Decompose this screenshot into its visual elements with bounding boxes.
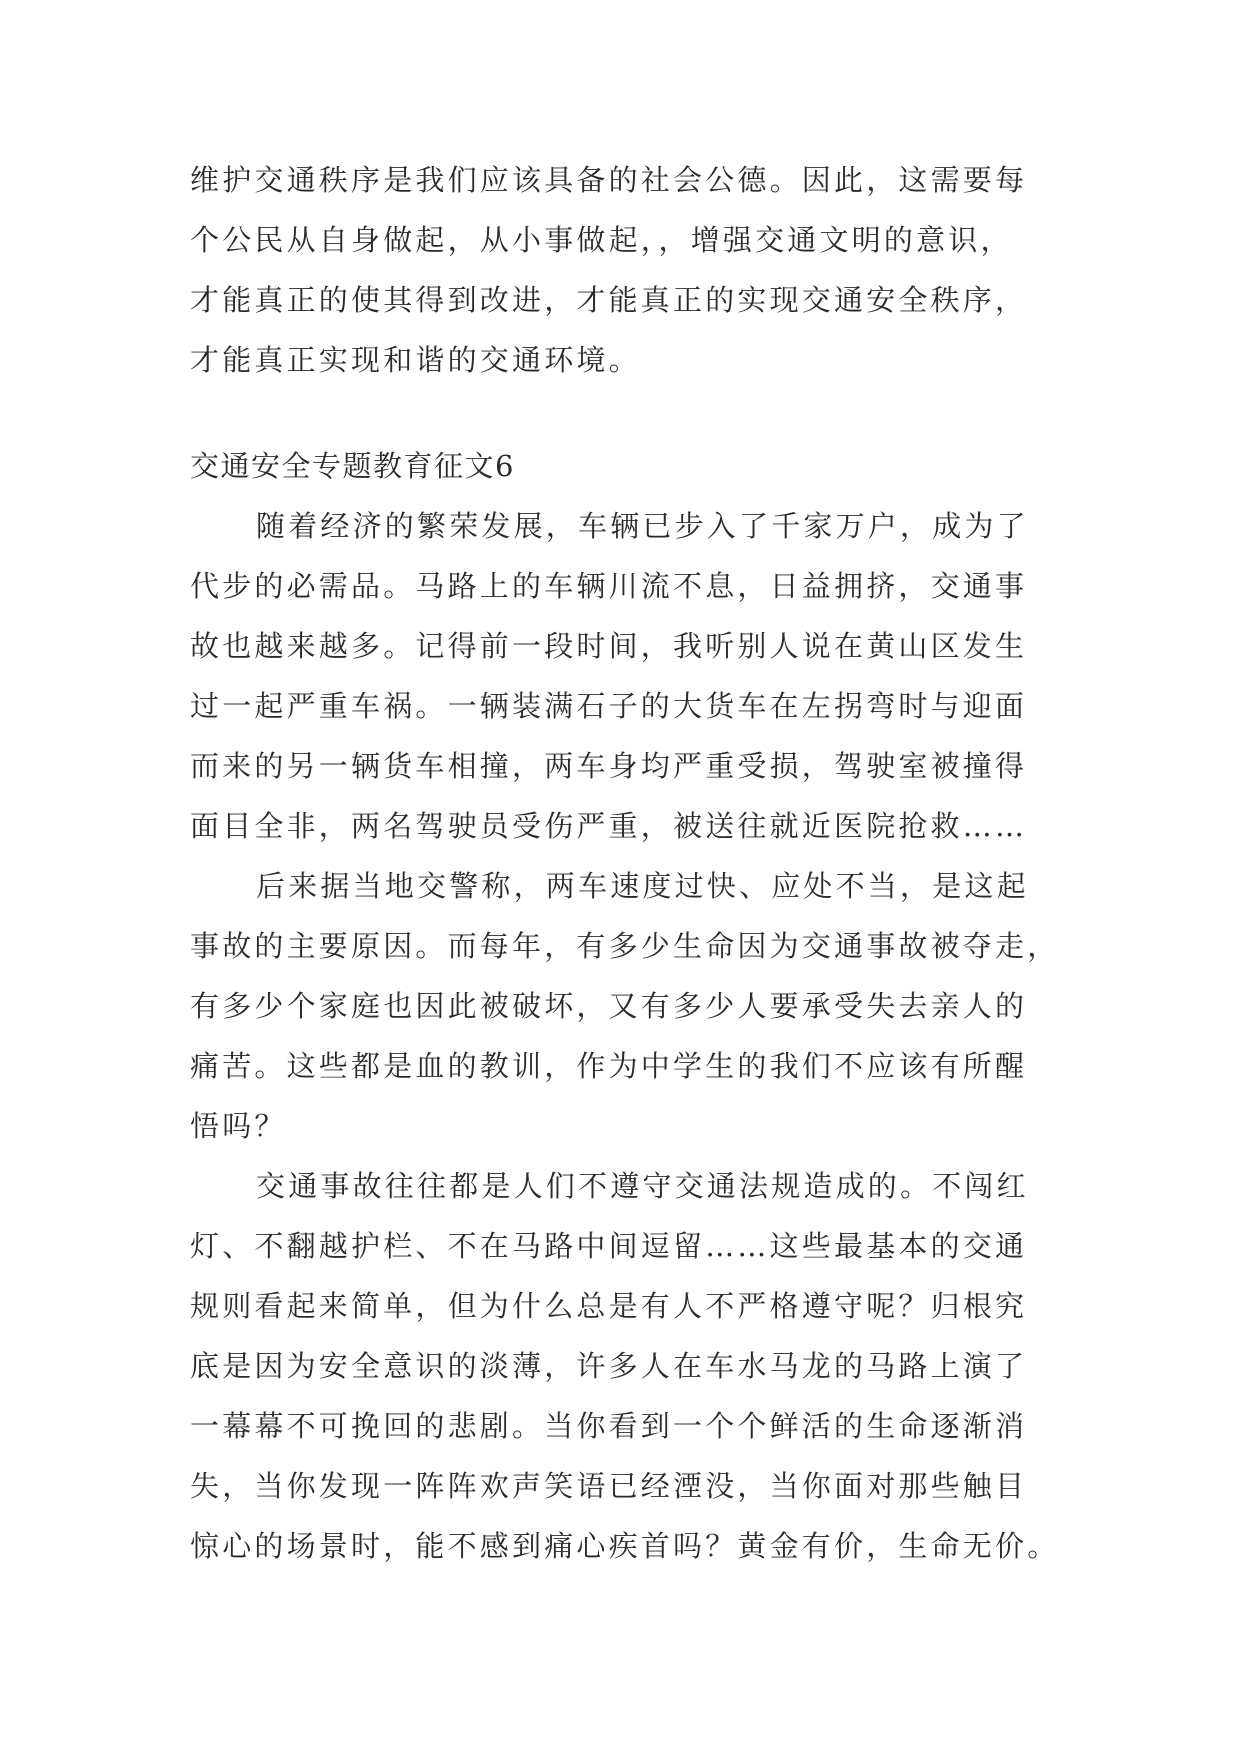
- section-title: 交通安全专题教育征文6: [190, 449, 515, 483]
- text-line: 灯、不翻越护栏、不在马路中间逗留……这些最基本的交通: [190, 1229, 1028, 1263]
- text-line: 个公民从自身做起，从小事做起，，增强交通文明的意识，: [190, 223, 1013, 257]
- paragraph-1: [190, 496, 1070, 856]
- text-line: 悟吗？: [190, 1109, 287, 1143]
- text-line: 而来的另一辆货车相撞，两车身均严重受损，驾驶室被撞得: [190, 749, 1028, 783]
- text-line: 一幕幕不可挽回的悲剧。当你看到一个个鲜活的生命逐渐消: [190, 1409, 1028, 1443]
- text-line: 面目全非，两名驾驶员受伤严重，被送往就近医院抢救……: [190, 809, 1028, 843]
- paragraph-intro: [190, 150, 1070, 390]
- text-line: 痛苦。这些都是血的教训，作为中学生的我们不应该有所醒: [190, 1049, 1028, 1083]
- text-line: 随着经济的繁荣发展，车辆已步入了千家万户，成为了: [256, 509, 1029, 543]
- paragraph-2: [190, 856, 1070, 1156]
- text-line: 故也越来越多。记得前一段时间，我听别人说在黄山区发生: [190, 629, 1028, 663]
- text-line: 失，当你发现一阵阵欢声笑语已经湮没，当你面对那些触目: [190, 1469, 1028, 1503]
- text-line: 代步的必需品。马路上的车辆川流不息，日益拥挤，交通事: [190, 569, 1028, 603]
- text-line: 惊心的场景时，能不感到痛心疾首吗？黄金有价，生命无价。: [190, 1529, 1060, 1563]
- text-line: 交通事故往往都是人们不遵守交通法规造成的。不闯红: [256, 1169, 1029, 1203]
- text-line: 才能真正的使其得到改进，才能真正的实现交通安全秩序，: [190, 283, 1028, 317]
- text-line: 底是因为安全意识的淡薄，许多人在车水马龙的马路上演了: [190, 1349, 1028, 1383]
- text-line: 有多少个家庭也因此被破坏，又有多少人要承受失去亲人的: [190, 989, 1028, 1023]
- document-page: [190, 150, 1070, 1576]
- text-line: 过一起严重车祸。一辆装满石子的大货车在左拐弯时与迎面: [190, 689, 1028, 723]
- text-line: 后来据当地交警称，两车速度过快、应处不当，是这起: [256, 869, 1029, 903]
- paragraph-3: [190, 1156, 1070, 1576]
- text-line: 规则看起来简单，但为什么总是有人不严格遵守呢？归根究: [190, 1289, 1028, 1323]
- text-line: 才能真正实现和谐的交通环境。: [190, 343, 641, 377]
- text-line: 事故的主要原因。而每年，有多少生命因为交通事故被夺走，: [190, 929, 1060, 963]
- text-line: 维护交通秩序是我们应该具备的社会公德。因此，这需要每: [190, 163, 1028, 197]
